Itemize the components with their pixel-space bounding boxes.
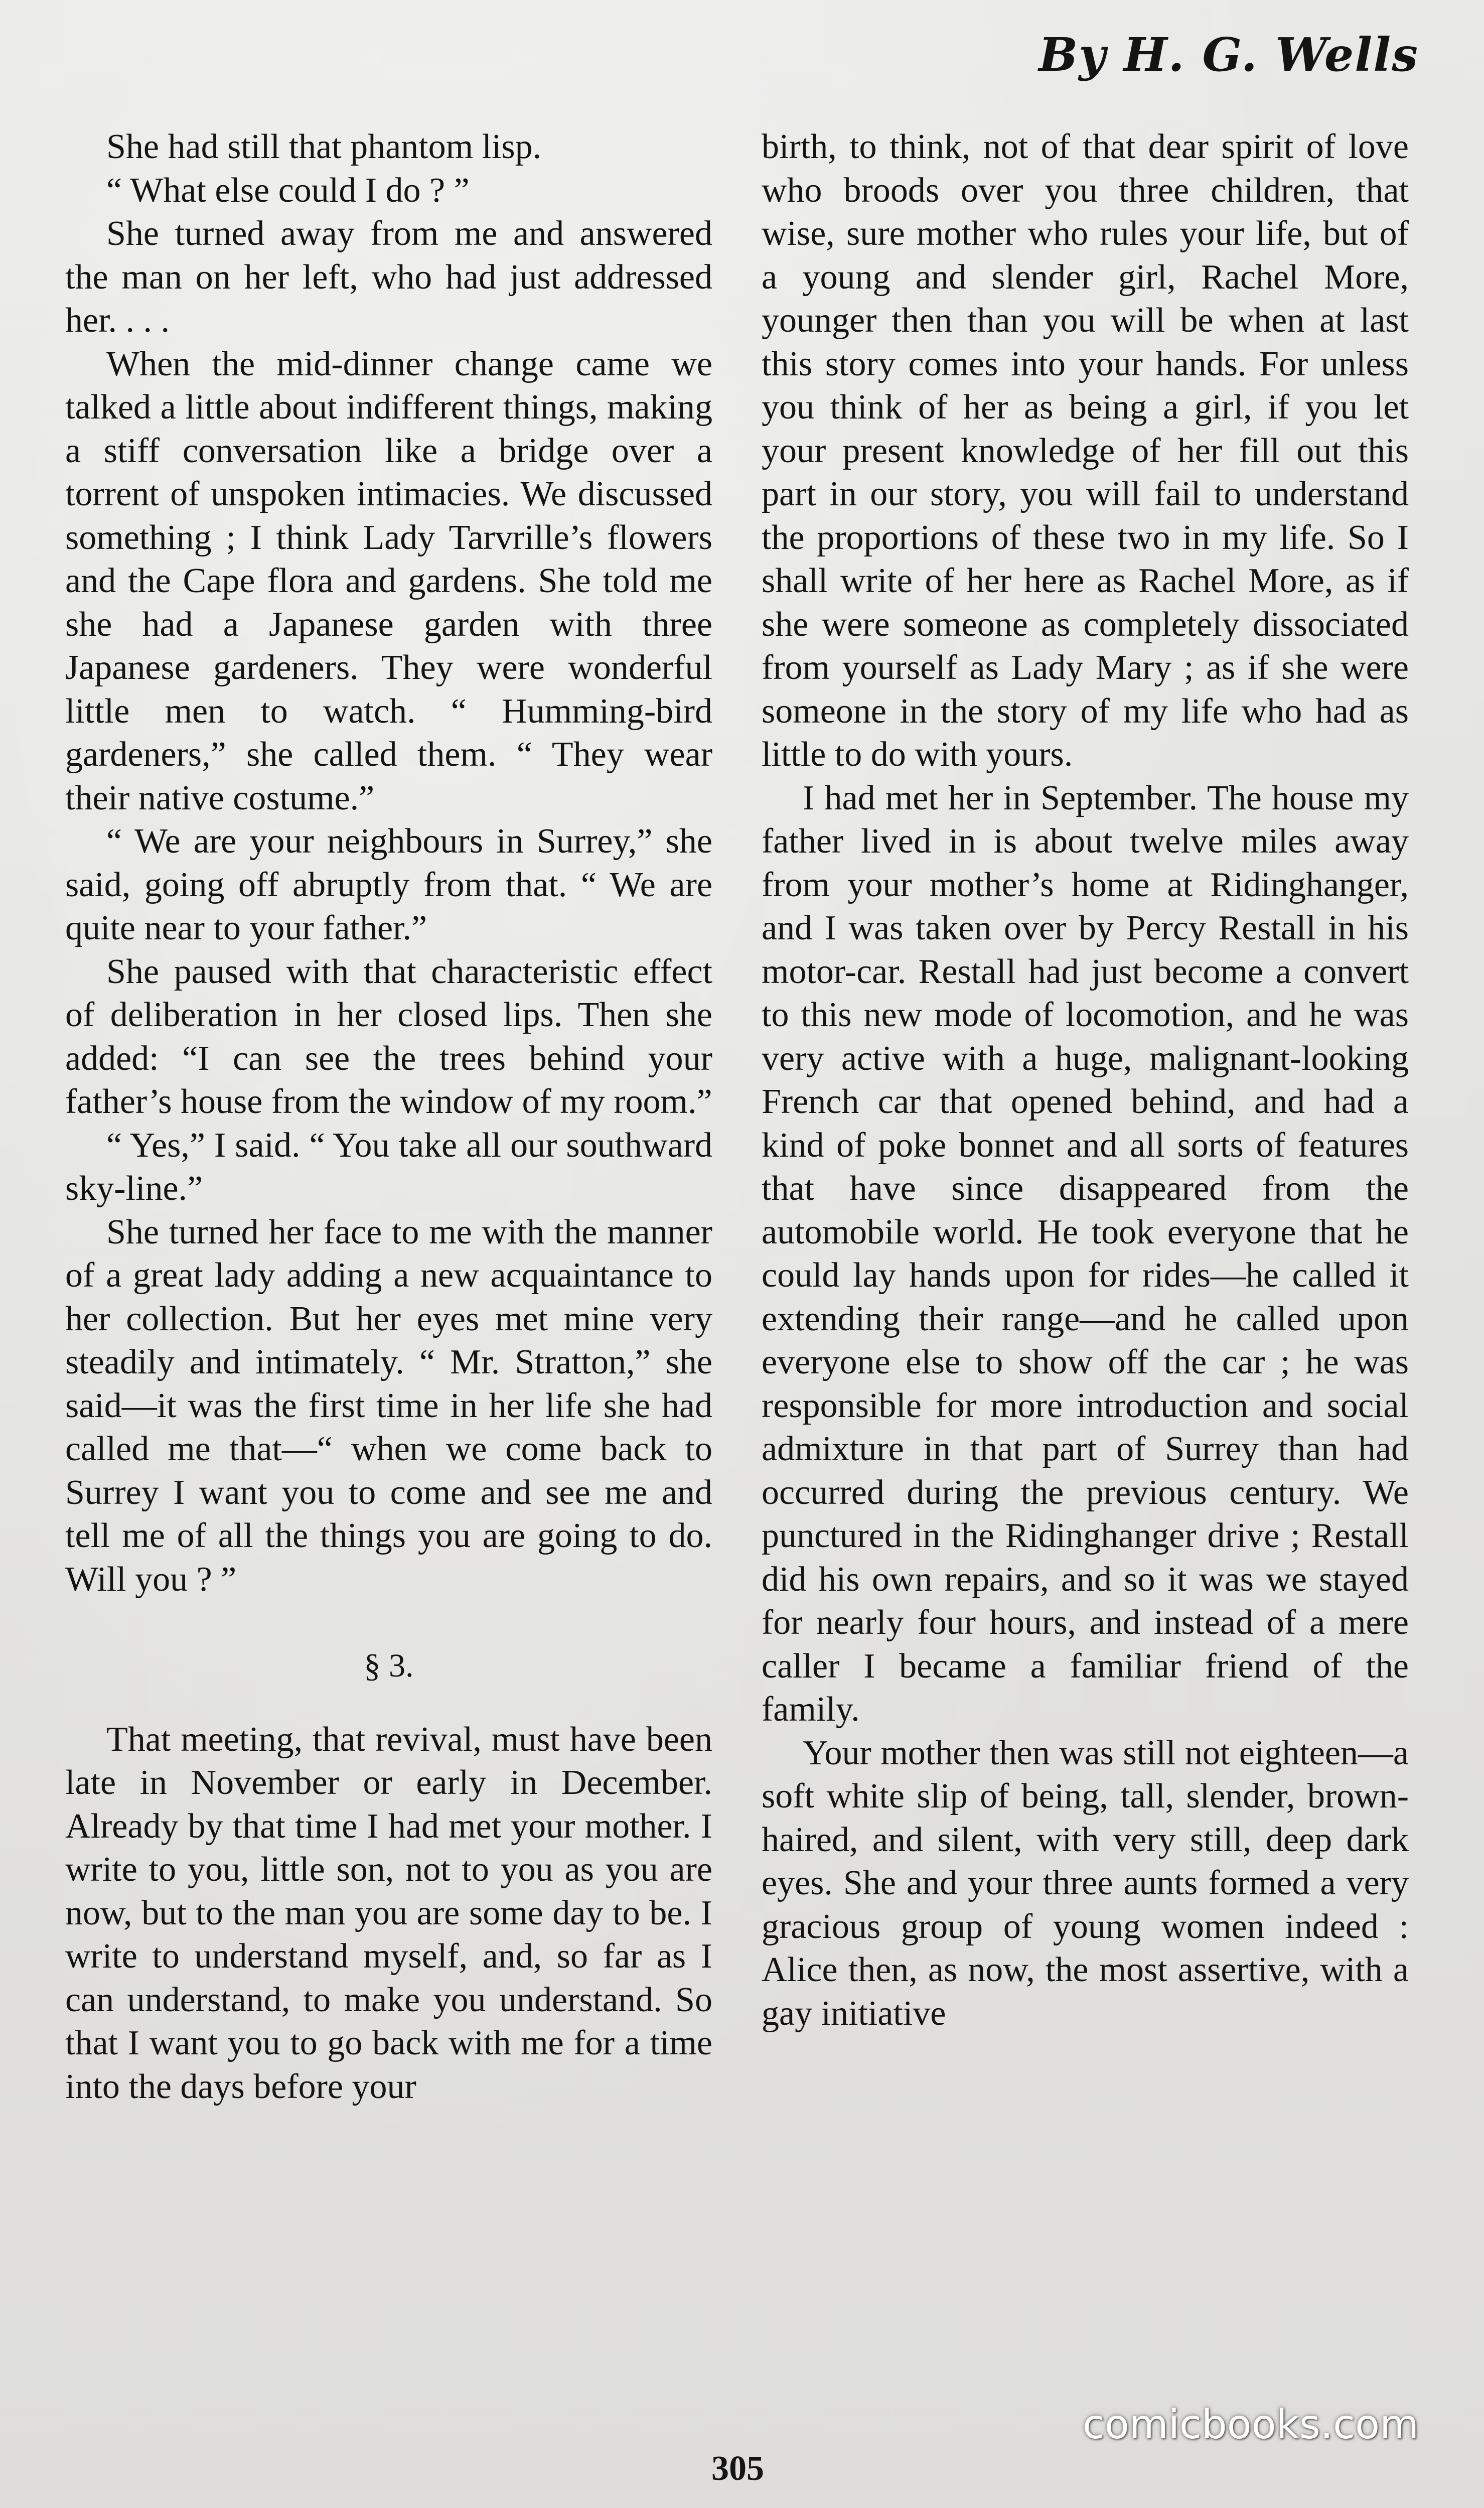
section-heading: § 3. <box>364 1647 414 1684</box>
paragraph: She turned her face to me with the manner of a great lady adding a new acquaintance to her collection. But her eyes met mine very steadily and intimately. “ Mr. Stratton,” she said—it was the first time in her life she had called me that—“ when we come back to Surrey I want you to come and see me and tell me of all the things you are going to do. Will you ? ” <box>65 1212 712 1599</box>
paragraph: “ What else could I do ? ” <box>106 171 470 210</box>
paragraph: “ We are your neighbours in Surrey,” she said, going off abruptly from that. “ We are quite near to your father.” <box>65 822 712 947</box>
watermark: comicbooks.com <box>1082 2401 1419 2448</box>
paragraph: She had still that phantom lisp. <box>106 127 542 166</box>
paragraph: birth, to think, not of that dear spirit of love who broods over you three children, that wise, sure mother who rules your life, but of a young and slender girl, Rachel More, younger then than you will be when at last this story comes into your hands. For unless you think of her as being a girl, if you let your present knowledge of her fill out this part in our story, you will fail to understand the proportions of these two in my life. So I shall write of her here as Rachel More, as if she were someone as completely dissociated from yourself as Lady Mary ; as if she were someone in the story of my life who had as little to do with yours. <box>762 127 1409 774</box>
paragraph: When the mid-dinner change came we talked a little about indifferent things, making a stiff conversation like a bridge over a torrent of unspoken intimacies. We discussed something ; I think Lady Tarvrille’s flowers and the Cape flora and gardens. She told me she had a Japanese garden with three Japanese gardeners. They were wonderful little men to watch. “ Humming-bird gardeners,” she called them. “ They wear their native costume.” <box>65 344 712 817</box>
paragraph: Your mother then was still not eighteen—a soft white slip of being, tall, slender, brown-haired, and silent, with very still, deep dark eyes. She and your three aunts formed a very gracious group of young women indeed : Alice then, as now, the most assertive, with a gay initiative <box>762 1733 1409 2033</box>
paragraph: She paused with that characteristic effect of deliberation in her closed lips. Then she added: “I can see the trees behind your father’s house from the window of my room.” <box>65 952 712 1121</box>
paragraph: That meeting, that revival, must have been late in November or early in December. Already by that time I had met your mother. I write to you, little son, not to you as you are now, but to the man you are some day to be. I write to understand myself, and, so far as I can understand, to make you understand. So that I want you to go back with me for a time into the days before your <box>65 1720 712 2106</box>
page-number: 305 <box>711 2449 764 2488</box>
right-column <box>762 125 1409 2035</box>
paragraph: I had met her in September. The house my father lived in is about twelve miles away from your mother’s home at Ridinghanger, and I was taken over by Percy Restall in his motor-car. Restall had just become a convert to this new mode of locomotion, and he was very active with a huge, malignant-looking French car that opened behind, and had a kind of poke bonnet and all sorts of features that have since disappeared from the automobile world. He took everyone that he could lay hands upon for rides—he called it extending their range—and he called upon everyone else to show off the car ; he was responsible for more introduction and social admixture in that part of Surrey than had occurred during the previous century. We punctured in the Ridinghanger drive ; Restall did his own repairs, and so it was we stayed for nearly four hours, and instead of a mere caller I became a familiar friend of the family. <box>762 778 1409 1729</box>
author-byline: By H. G. Wells <box>1038 28 1419 82</box>
paragraph: “ Yes,” I said. “ You take all our southward sky-line.” <box>65 1126 712 1208</box>
paragraph: She turned away from me and answered the man on her left, who had just addressed her. . . . <box>65 214 712 340</box>
left-column <box>65 125 712 2109</box>
